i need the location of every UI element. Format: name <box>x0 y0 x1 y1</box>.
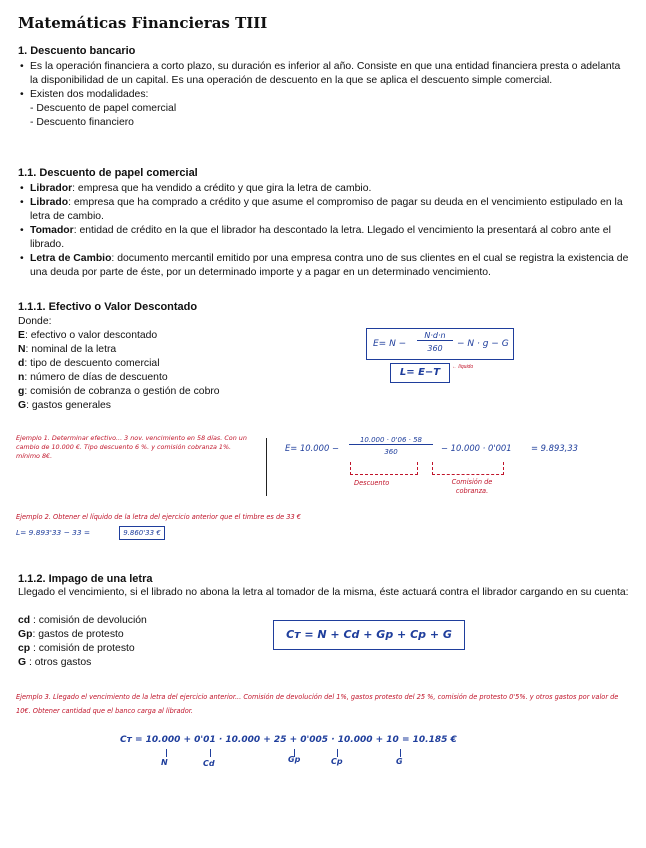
modalidad-papel-comercial: - Descuento de papel comercial <box>30 103 177 114</box>
term-tomador: Tomador <box>30 225 74 236</box>
var-symbol: n <box>18 372 25 383</box>
tick-G <box>400 749 401 757</box>
var-desc: : gastos generales <box>26 400 112 411</box>
bullet-modalidades: • Existen dos modalidades: <box>18 88 630 102</box>
var-desc: : comisión de protesto <box>30 643 135 654</box>
tick-Cp <box>337 749 338 757</box>
var-desc: : número de días de descuento <box>24 372 168 383</box>
label-N: N <box>161 758 168 767</box>
label-Gp: Gp <box>288 755 301 764</box>
formula-numerator: N·d·n <box>417 331 453 341</box>
formula-efectivo-box <box>366 328 514 360</box>
formula-rhs: − N · g − G <box>457 339 509 349</box>
formula-liquido-box: L= E−T <box>390 363 450 383</box>
def-librador: : empresa que ha vendido a crédito y que gira la letra de cambio. <box>72 183 372 194</box>
term-librado: Librado <box>30 197 69 208</box>
label-descuento: Descuento <box>354 479 390 487</box>
section-heading-efectivo: 1.1.1. Efectivo o Valor Descontado <box>18 301 198 313</box>
page-title: Matemáticas Financieras TIII <box>18 14 268 32</box>
var-G <box>18 399 348 413</box>
example-2-calc: L= 9.893'33 − 33 = <box>16 528 91 537</box>
var-desc: : nominal de la letra <box>25 344 117 355</box>
bullet-tomador <box>18 224 630 252</box>
label-Cp: Cp <box>331 757 343 766</box>
var-symbol: d <box>18 358 25 369</box>
formula-lhs: E= N − <box>373 339 407 349</box>
ej1-result: = 9.893,33 <box>531 443 578 453</box>
section-1-1-body <box>18 182 630 280</box>
term-librador: Librador <box>30 183 73 194</box>
var-symbol: cp <box>18 643 31 654</box>
bullet-definition: • Es la operación financiera a corto plazo, su duración es inferior al año. Consiste en que una entidad financiera presta o adelanta la disponibilidad de un capital. Es una operación de descuento en la que se aplica el descuento simple comercial. <box>18 60 630 88</box>
ej1-comision: − 10.000 · 0'001 <box>441 443 512 453</box>
var-n <box>18 371 348 385</box>
impago-intro: Llegado el vencimiento, si el librado no abona la letra al tomador de la misma, éste actuará contra el librador cargando en su cuenta: <box>18 587 629 598</box>
ej1-lhs: E= 10.000 − <box>285 443 339 453</box>
section-1-body <box>18 60 630 130</box>
def-letra-cambio: : documento mercantil emitido por una empresa contra uno de sus clientes en el cual se registra la existencia de una deuda por parte de éste, por un determinado importe y a pagar en un determinado vencimiento. <box>30 253 629 278</box>
var-desc: : tipo de descuento comercial <box>24 358 160 369</box>
tick-N <box>166 749 167 757</box>
example-2-result-box: 9.860'33 € <box>119 526 165 540</box>
divider-line <box>266 438 267 496</box>
section-heading-papel-comercial: 1.1. Descuento de papel comercial <box>18 167 198 179</box>
bracket-comision <box>432 462 504 475</box>
var-symbol: N <box>18 344 26 355</box>
label-Cd: Cd <box>203 759 215 768</box>
var-N <box>18 343 348 357</box>
var-Gp <box>18 628 258 642</box>
example-1-statement: Ejemplo 1. Determinar efectivo... 3 nov. vencimiento en 58 días. Con un cambio de 10.000 €. Tipo descuento 6 %. y comisión cobranza 1%. mínimo 8€. <box>16 434 247 460</box>
var-desc: : comisión de devolución <box>30 615 147 626</box>
formula-liquido-note: ← líquido <box>452 364 474 370</box>
term-letra-cambio: Letra de Cambio <box>30 253 112 264</box>
formula-denominator: 360 <box>427 344 443 353</box>
var-symbol: Gp <box>18 629 33 640</box>
example-3-equation: Cт = 10.000 + 0'01 · 10.000 + 25 + 0'005 · 10.000 + 10 = 10.185 € <box>120 735 457 745</box>
var-desc: : gastos de protesto <box>32 629 124 640</box>
label-comision: Comisión de cobranza. <box>451 478 493 495</box>
tick-Cd <box>210 749 211 757</box>
example-1-equation <box>285 436 635 464</box>
section-heading-impago: 1.1.2. Impago de una letra <box>18 573 153 585</box>
impago-variables <box>18 614 258 670</box>
section-heading-descuento-bancario: 1. Descuento bancario <box>18 45 136 57</box>
var-cd <box>18 614 258 628</box>
var-d <box>18 357 348 371</box>
bracket-descuento <box>350 462 418 475</box>
var-symbol: cd <box>18 615 31 626</box>
donde-label: Donde: <box>18 316 52 327</box>
var-cp <box>18 642 258 656</box>
var-G-otros <box>18 656 258 670</box>
example-3-statement: Ejemplo 3. Llegado el vencimiento de la letra del ejercicio anterior... Comisión de devolución del 1%, gastos protesto del 25 %, comisión de protesto 0'5%. y otros gastos por valor de 10€. Obtener cantidad que el banco carga al librador. <box>16 693 619 715</box>
var-symbol: G <box>18 400 27 411</box>
bullet-librador <box>18 182 630 196</box>
bullet-letra-cambio <box>18 252 630 280</box>
var-desc: : comisión de cobranza o gestión de cobro <box>24 386 220 397</box>
def-tomador: : entidad de crédito en la que el librador ha descontado la letra. Llegado el vencimiento la presentará al cobro ante el librado. <box>30 225 611 250</box>
var-symbol: E <box>18 330 25 341</box>
var-desc: : otros gastos <box>26 657 92 668</box>
def-librado: : empresa que ha comprado a crédito y que asume el compromiso de pagar su deuda en el vencimiento estipulado en la letra de cambio. <box>30 197 623 222</box>
ej1-denominator: 360 <box>384 448 398 456</box>
var-E <box>18 329 348 343</box>
modalidad-descuento-financiero: - Descuento financiero <box>30 117 134 128</box>
ej1-numerator: 10.000 · 0'06 · 58 <box>349 436 433 445</box>
bullet-librado <box>18 196 630 224</box>
formula-impago-box: Cт = N + Cd + Gp + Cp + G <box>273 620 465 650</box>
variables-list <box>18 315 348 413</box>
var-symbol: g <box>18 386 25 397</box>
label-G: G <box>396 757 403 766</box>
var-desc: : efectivo o valor descontado <box>24 330 158 341</box>
var-symbol: G <box>18 657 27 668</box>
example-2-statement: Ejemplo 2. Obtener el líquido de la letra del ejercicio anterior que el timbre es de 33 € <box>16 513 301 521</box>
var-g <box>18 385 348 399</box>
